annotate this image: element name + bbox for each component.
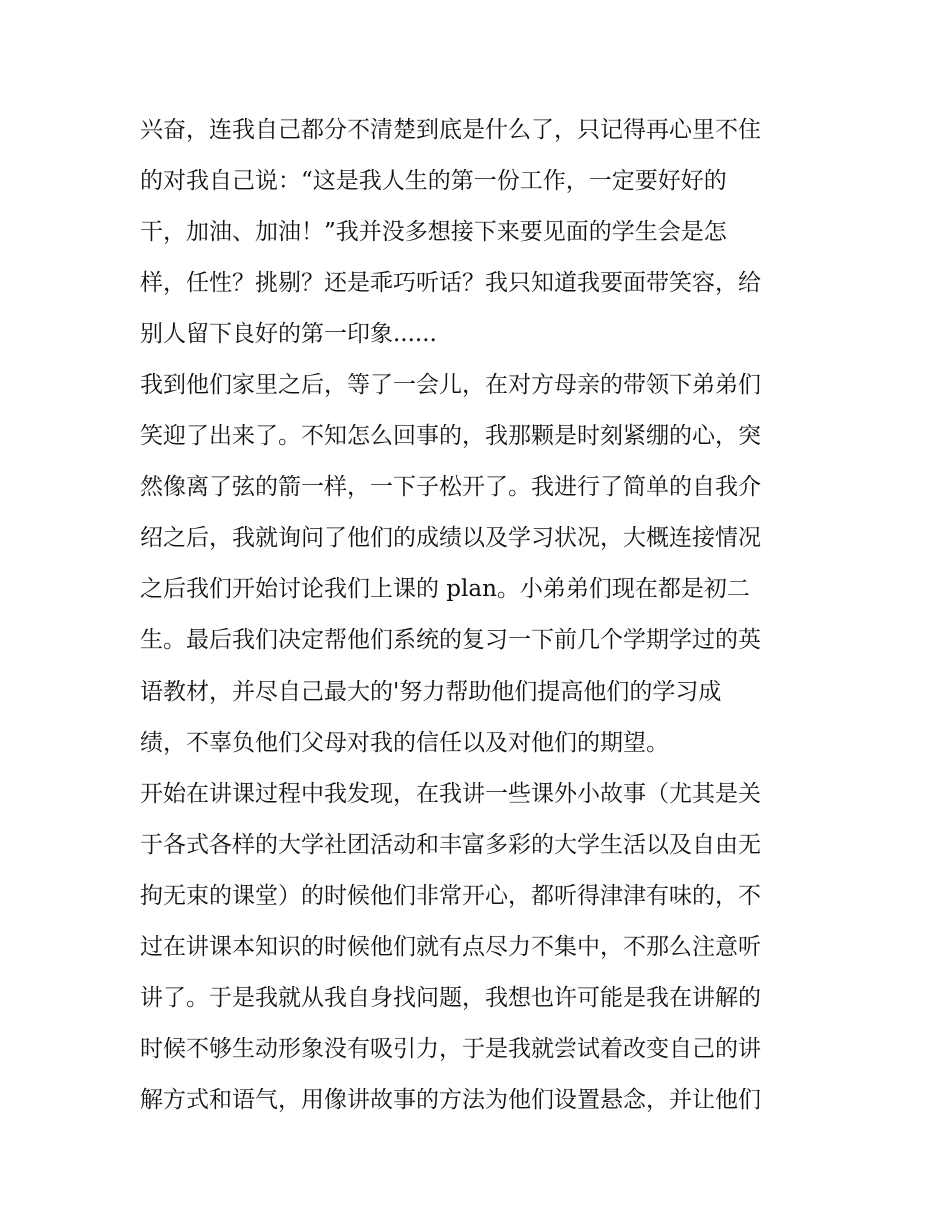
text-line: 语教材，并尽自己最大的'努力帮助他们提高他们的学习成 [140, 678, 722, 705]
text-line: 过在讲课本知识的时候他们就有点尽力不集中，不那么注意听 [140, 933, 761, 960]
text-line: 时候不够生动形象没有吸引力，于是我就尝试着改变自己的讲 [140, 1035, 761, 1062]
text-line: 的对我自己说：“这是我人生的第一份工作，一定要好好的 [140, 168, 727, 195]
text-line: 生。最后我们决定帮他们系统的复习一下前几个学期学过的英 [140, 627, 761, 654]
text-line: 干，加油、加油！”我并没多想接下来要见面的学生会是怎 [140, 219, 727, 246]
text-line: 笑迎了出来了。不知怎么回事的，我那颗是时刻紧绷的心，突 [140, 423, 761, 450]
text-line: 于各式各样的大学社团活动和丰富多彩的大学生活以及自由无 [140, 831, 761, 858]
text-line: 然像离了弦的箭一样，一下子松开了。我进行了简单的自我介 [140, 474, 761, 501]
text-line: 之后我们开始讨论我们上课的 plan。小弟弟们现在都是初二 [140, 576, 750, 603]
text-line: 解方式和语气，用像讲故事的方法为他们设置悬念，并让他们 [140, 1086, 761, 1113]
text-line: 别人留下良好的第一印象...... [140, 321, 437, 348]
text-line: 绍之后，我就询问了他们的成绩以及学习状况，大概连接情况 [140, 525, 761, 552]
text-line: 样，任性？挑剔？还是乖巧听话？我只知道我要面带笑容，给 [140, 270, 761, 297]
text-line: 绩，不辜负他们父母对我的信任以及对他们的期望。 [140, 729, 669, 756]
text-line: 我到他们家里之后，等了一会儿，在对方母亲的带领下弟弟们 [140, 372, 761, 399]
text-line: 讲了。于是我就从我自身找问题，我想也许可能是我在讲解的 [140, 984, 761, 1011]
body-text [140, 105, 820, 1126]
text-line: 拘无束的课堂）的时候他们非常开心，都听得津津有味的，不 [140, 882, 761, 909]
text-line: 开始在讲课过程中我发现，在我讲一些课外小故事（尤其是关 [140, 780, 761, 807]
text-line: 兴奋，连我自己都分不清楚到底是什么了，只记得再心里不住 [140, 117, 761, 143]
